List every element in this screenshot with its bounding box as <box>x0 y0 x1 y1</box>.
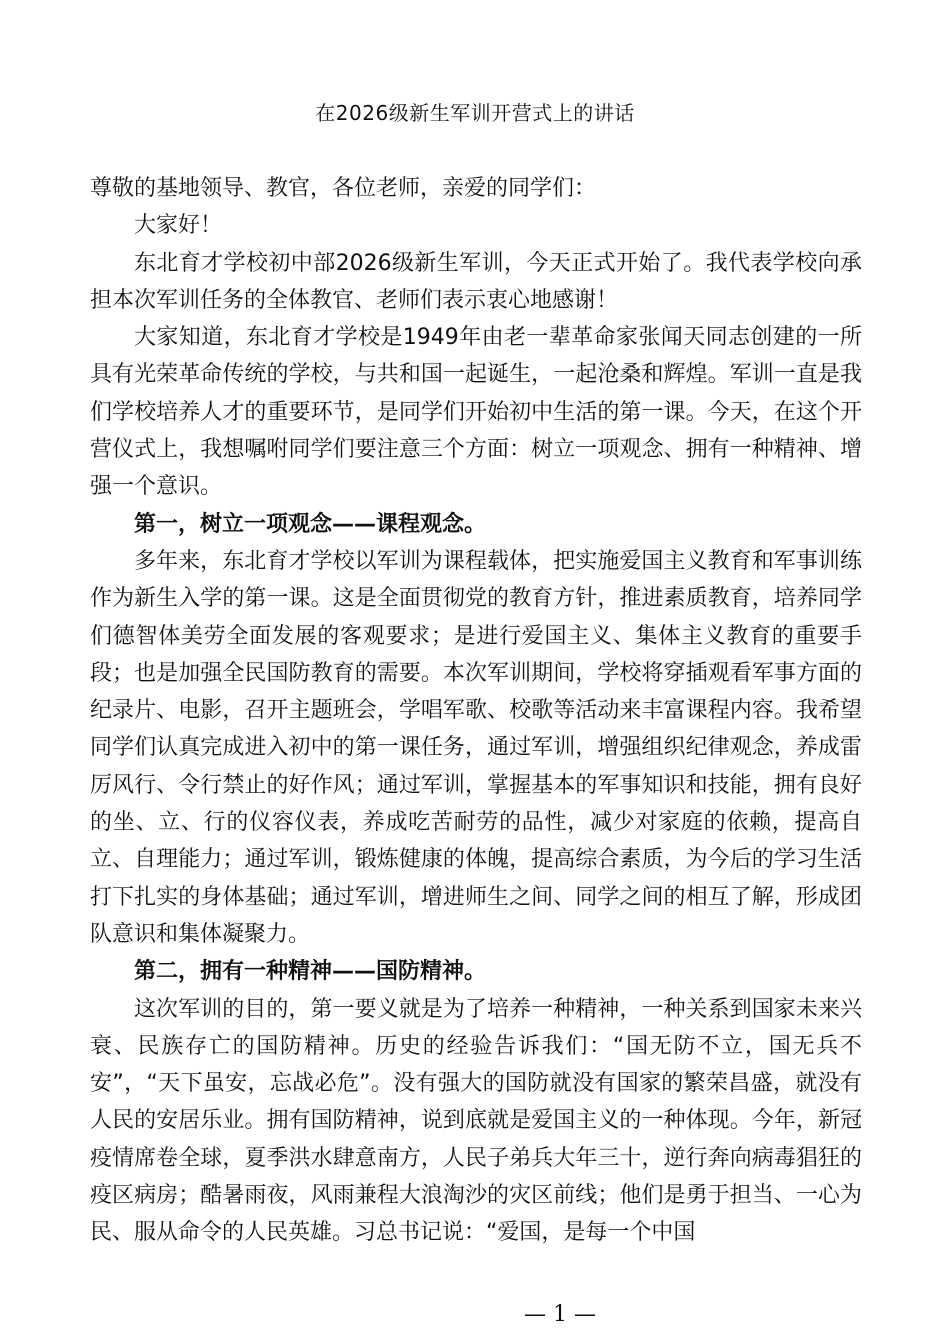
section-heading-second: 第二，拥有一种精神——国防精神。 <box>134 959 487 985</box>
document-body <box>90 170 862 1252</box>
paragraph-greeting: 大家好！ <box>134 213 223 239</box>
paragraph-opening: 东北育才学校初中部2026级新生军训，今天正式开始了。我代表学校向承担本次军训任务的全体教官、老师们表示衷心地感谢！ <box>90 250 862 313</box>
page-number: — 1 — <box>524 1302 596 1327</box>
section-heading-first: 第一，树立一项观念——课程观念。 <box>134 511 487 537</box>
document-title: 在2026级新生军训开营式上的讲话 <box>315 101 635 125</box>
paragraph-second-section: 这次军训的目的，第一要义就是为了培养一种精神，一种关系到国家未来兴衰、民族存亡的国防精神。历史的经验告诉我们：“国无防不立，国无兵不安”，“天下虽安，忘战必危”。没有强大的国防就没有国家的繁荣昌盛，就没有人民的安居乐业。拥有国防精神，说到底就是爱国主义的一种体现。今年，新冠疫情席卷全球，夏季洪水肆意南方，人民子弟兵大年三十，逆行奔向病毒猖狂的疫区病房；酷暑雨夜，风雨兼程大浪淘沙的灾区前线；他们是勇于担当、一心为民、服从命令的人民英雄。习总书记说：“爱国，是每一个中国 <box>90 996 862 1246</box>
paragraph-introduction: 大家知道，东北育才学校是1949年由老一辈革命家张闻天同志创建的一所具有光荣革命传统的学校，与共和国一起诞生，一起沧桑和辉煌。军训一直是我们学校培养人才的重要环节，是同学们开始初中生活的第一课。今天，在这个开营仪式上，我想嘱咐同学们要注意三个方面：树立一项观念、拥有一种精神、增强一个意识。 <box>90 325 862 500</box>
paragraph-first-section: 多年来，东北育才学校以军训为课程载体，把实施爱国主义教育和军事训练作为新生入学的第一课。这是全面贯彻党的教育方针，推进素质教育，培养同学们德智体美劳全面发展的客观要求；是进行爱国主义、集体主义教育的重要手段；也是加强全民国防教育的需要。本次军训期间，学校将穿插观看军事方面的纪录片、电影，召开主题班会，学唱军歌、校歌等活动来丰富课程内容。我希望同学们认真完成进入初中的第一课任务，通过军训，增强组织纪律观念，养成雷厉风行、令行禁止的好作风；通过军训，掌握基本的军事知识和技能，拥有良好的坐、立、行的仪容仪表，养成吃苦耐劳的品性，减少对家庭的依赖，提高自立、自理能力；通过军训，锻炼健康的体魄，提高综合素质，为今后的学习生活打下扎实的身体基础；通过军训，增进师生之间、同学之间的相互了解，形成团队意识和集体凝聚力。 <box>90 548 862 947</box>
salutation: 尊敬的基地领导、教官，各位老师，亲爱的同学们： <box>90 176 597 201</box>
